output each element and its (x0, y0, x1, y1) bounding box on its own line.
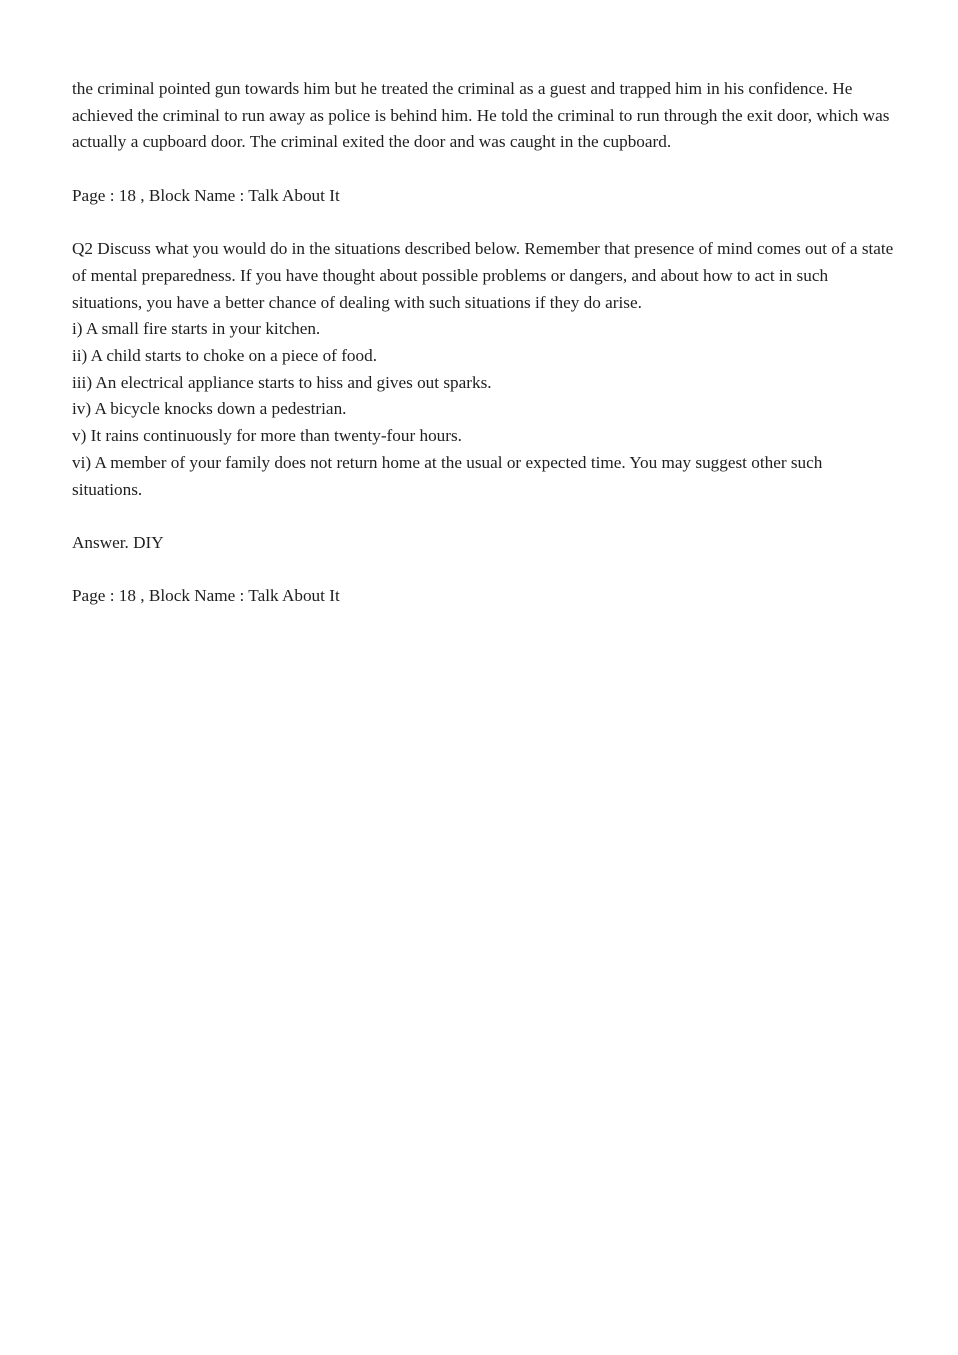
question-text: Q2 Discuss what you would do in the situations described below. Remember that presence of mind comes out of a state of mental preparedness. If you have thought about possible problems or dangers, and about how to act in such situations, you have a better chance of dealing with such situations if they do arise. (72, 239, 894, 312)
situation-item-1: i) A small fire starts in your kitchen. (72, 319, 321, 339)
situation-item-4: iv) A bicycle knocks down a pedestrian. (72, 399, 347, 419)
question-block (72, 236, 896, 503)
situations-list (72, 316, 896, 503)
document-content (72, 76, 896, 610)
page-block-reference-1: Page : 18 , Block Name : Talk About It (72, 185, 340, 205)
page-block-reference-2: Page : 18 , Block Name : Talk About It (72, 586, 340, 606)
body-paragraph: the criminal pointed gun towards him but he treated the criminal as a guest and trapped him in his confidence. He achieved the criminal to run away as police is behind him. He told the criminal to run through the exit door, which was actually a cupboard door. The criminal exited the door and was caught in the cupboard. (72, 79, 890, 152)
situation-item-6: vi) A member of your family does not return home at the usual or expected time. You may suggest other such situations. (72, 452, 823, 499)
situation-item-3: iii) An electrical appliance starts to hiss and gives out sparks. (72, 372, 492, 392)
situation-item-5: v) It rains continuously for more than twenty-four hours. (72, 426, 462, 446)
situation-item-2: ii) A child starts to choke on a piece of food. (72, 346, 378, 365)
answer-text: Answer. DIY (72, 532, 164, 552)
